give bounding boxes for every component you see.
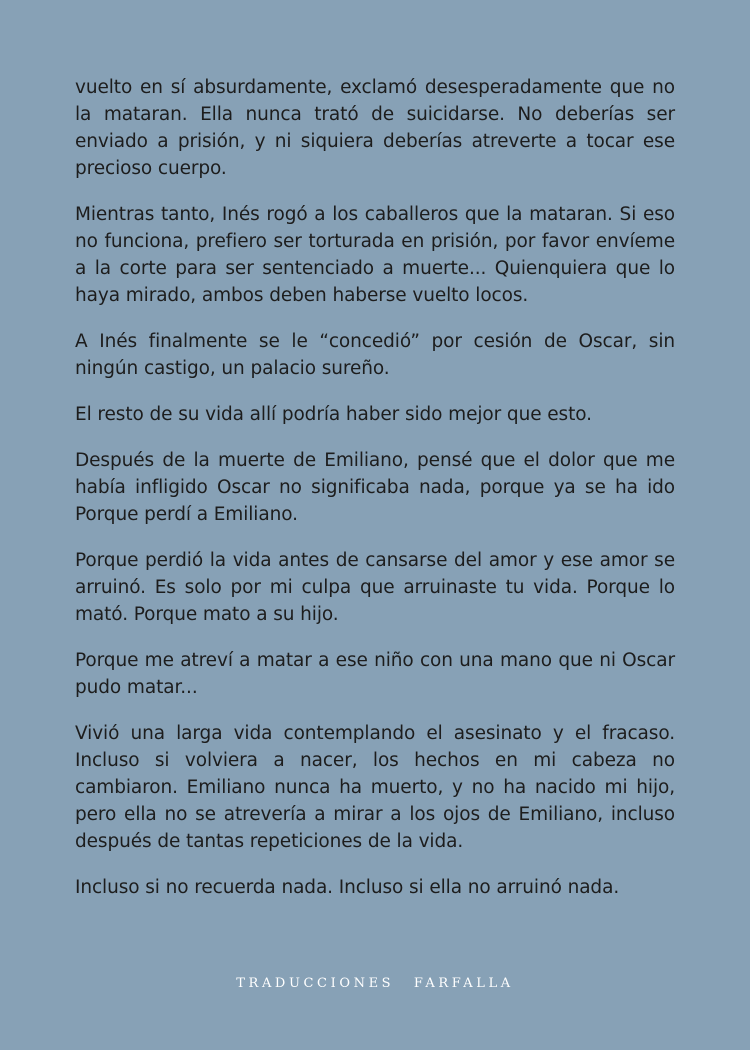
paragraph: A Inés finalmente se le “concedió” por cesión de Oscar, sin ningún castigo, un palacio sureño. (75, 331, 675, 379)
paragraph: Vivió una larga vida contemplando el asesinato y el fracaso. Incluso si volviera a nacer, los hechos en mi cabeza no cambiaron. Emiliano nunca ha muerto, y no ha nacido mi hijo, pero ella no se atrevería a mirar a los ojos de Emiliano, incluso después de tantas repeticiones de la vida. (75, 723, 675, 852)
paragraph: Porque me atreví a matar a ese niño con una mano que ni Oscar pudo matar... (75, 650, 675, 698)
paragraph: Mientras tanto, Inés rogó a los caballeros que la mataran. Si eso no funciona, prefiero ser torturada en prisión, por favor envíeme a la corte para ser sentenciado a muerte... Quienquiera que lo haya mirado, ambos deben haberse vuelto locos. (75, 204, 675, 306)
paragraph: Incluso si no recuerda nada. Incluso si ella no arruinó nada. (75, 877, 620, 898)
paragraph: Porque perdió la vida antes de cansarse del amor y ese amor se arruinó. Es solo por mi culpa que arruinaste tu vida. Porque lo mató. Porque mato a su hijo. (75, 550, 675, 625)
page-body (75, 74, 675, 920)
paragraph: El resto de su vida allí podría haber sido mejor que esto. (75, 404, 592, 425)
translator-credit: TRADUCCIONES FARFALLA (236, 976, 514, 991)
paragraph: Después de la muerte de Emiliano, pensé que el dolor que me había infligido Oscar no significaba nada, porque ya se ha ido Porque perdí a Emiliano. (75, 450, 675, 525)
paragraph: vuelto en sí absurdamente, exclamó desesperadamente que no la mataran. Ella nunca trató de suicidarse. No deberías ser enviado a prisión, y ni siquiera deberías atreverte a tocar ese precioso cuerpo. (75, 77, 675, 179)
